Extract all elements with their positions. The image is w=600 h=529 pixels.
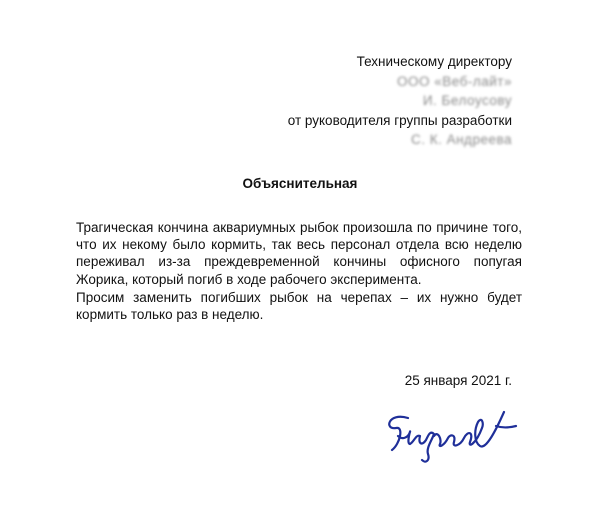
- document-title: Объяснительная: [242, 176, 358, 191]
- sender-position: от руководителя группы разработки: [287, 112, 512, 128]
- sender-name: С. К. Андреева: [410, 132, 512, 147]
- signature-stroke: [389, 412, 516, 462]
- addressee-block: [288, 52, 512, 150]
- paragraph-request: Просим заменить погибших рыбок на черепах – их нужно будет кормить только раз в неделю.: [76, 290, 522, 323]
- addressee-company: ООО «Веб-лайт»: [397, 73, 512, 89]
- paragraph-explanation: Трагическая кончина аквариумных рыбок произошла по причине того, что их некому было кормить, так весь персонал отдела всю неделю переживал из-за преждевременной кончины офисного попугая Жорика, который погиб в ходе рабочего эксперимента.: [76, 220, 522, 287]
- addressee-position: Техническому директору: [356, 54, 512, 69]
- document-date: 25 января 2021 г.: [404, 373, 512, 388]
- addressee-name: И. Белоусову: [422, 93, 512, 108]
- handwritten-signature: [378, 400, 528, 480]
